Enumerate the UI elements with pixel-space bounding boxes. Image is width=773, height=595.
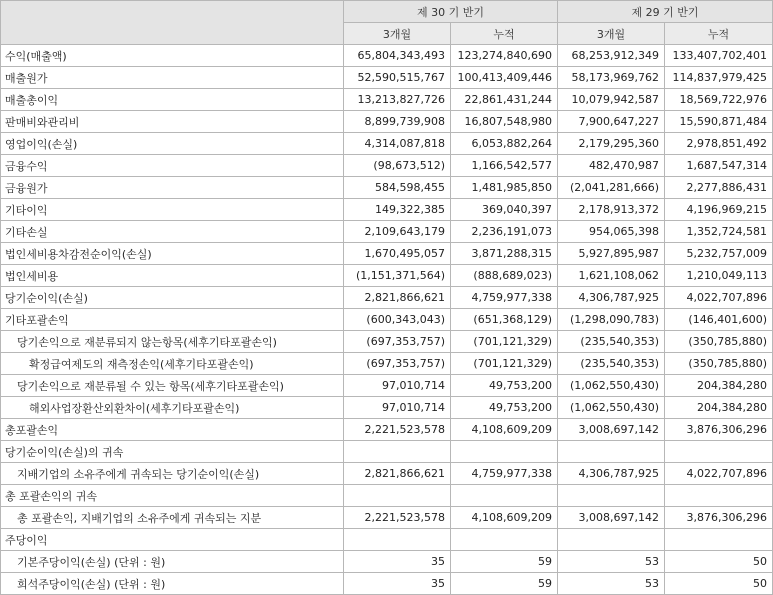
table-row <box>1 133 773 155</box>
header-current-3m: 3개월 <box>344 23 451 45</box>
current-3m-value: 4,314,087,818 <box>344 133 451 155</box>
table-row <box>1 529 773 551</box>
current-3m-value <box>344 529 451 551</box>
header-prior-cum: 누적 <box>665 23 773 45</box>
row-label: 기타이익 <box>1 199 344 221</box>
current-cum-value: 22,861,431,244 <box>451 89 558 111</box>
current-cum-value: 4,108,609,209 <box>451 419 558 441</box>
table-row <box>1 419 773 441</box>
prior-3m-value: 482,470,987 <box>558 155 665 177</box>
prior-cum-value: (350,785,880) <box>665 353 773 375</box>
current-3m-value: 584,598,455 <box>344 177 451 199</box>
prior-3m-value <box>558 441 665 463</box>
prior-cum-value: (146,401,600) <box>665 309 773 331</box>
table-row <box>1 551 773 573</box>
current-3m-value: 52,590,515,767 <box>344 67 451 89</box>
current-cum-value: (701,121,329) <box>451 331 558 353</box>
row-label: 희석주당이익(손실) (단위 : 원) <box>1 573 344 595</box>
header-label-blank <box>1 1 344 45</box>
table-row <box>1 463 773 485</box>
table-row <box>1 507 773 529</box>
current-3m-value: 2,221,523,578 <box>344 507 451 529</box>
prior-3m-value: (1,062,550,430) <box>558 375 665 397</box>
prior-3m-value: 1,621,108,062 <box>558 265 665 287</box>
prior-cum-value: 114,837,979,425 <box>665 67 773 89</box>
row-label: 영업이익(손실) <box>1 133 344 155</box>
current-3m-value: 149,322,385 <box>344 199 451 221</box>
current-3m-value: 2,109,643,179 <box>344 221 451 243</box>
prior-cum-value: 1,687,547,314 <box>665 155 773 177</box>
table-row <box>1 309 773 331</box>
row-label: 총포괄손익 <box>1 419 344 441</box>
row-label: 법인세비용차감전순이익(손실) <box>1 243 344 265</box>
current-3m-value: 2,221,523,578 <box>344 419 451 441</box>
prior-cum-value: 2,277,886,431 <box>665 177 773 199</box>
table-row <box>1 353 773 375</box>
prior-3m-value: 53 <box>558 551 665 573</box>
current-cum-value: (888,689,023) <box>451 265 558 287</box>
current-cum-value: 59 <box>451 573 558 595</box>
prior-cum-value <box>665 441 773 463</box>
current-cum-value: 123,274,840,690 <box>451 45 558 67</box>
table-row <box>1 221 773 243</box>
table-row <box>1 45 773 67</box>
current-cum-value: 59 <box>451 551 558 573</box>
table-row <box>1 331 773 353</box>
current-cum-value: 100,413,409,446 <box>451 67 558 89</box>
prior-3m-value <box>558 529 665 551</box>
row-label: 매출총이익 <box>1 89 344 111</box>
current-3m-value: 2,821,866,621 <box>344 287 451 309</box>
current-3m-value: 97,010,714 <box>344 375 451 397</box>
prior-cum-value: 3,876,306,296 <box>665 507 773 529</box>
table-body <box>1 45 773 595</box>
current-cum-value: 2,236,191,073 <box>451 221 558 243</box>
current-3m-value: 2,821,866,621 <box>344 463 451 485</box>
prior-cum-value: 1,352,724,581 <box>665 221 773 243</box>
prior-3m-value: 954,065,398 <box>558 221 665 243</box>
prior-3m-value: (2,041,281,666) <box>558 177 665 199</box>
header-prior-3m: 3개월 <box>558 23 665 45</box>
row-label: 수익(매출액) <box>1 45 344 67</box>
row-label: 법인세비용 <box>1 265 344 287</box>
prior-cum-value: 2,978,851,492 <box>665 133 773 155</box>
current-3m-value: (98,673,512) <box>344 155 451 177</box>
prior-3m-value: 7,900,647,227 <box>558 111 665 133</box>
current-3m-value: 65,804,343,493 <box>344 45 451 67</box>
table-row <box>1 111 773 133</box>
prior-3m-value: 53 <box>558 573 665 595</box>
current-3m-value: 8,899,739,908 <box>344 111 451 133</box>
row-label: 당기순이익(손실)의 귀속 <box>1 441 344 463</box>
prior-cum-value: 5,232,757,009 <box>665 243 773 265</box>
prior-3m-value: (235,540,353) <box>558 353 665 375</box>
prior-cum-value: 3,876,306,296 <box>665 419 773 441</box>
prior-3m-value <box>558 485 665 507</box>
row-label: 총 포괄손익, 지배기업의 소유주에게 귀속되는 지분 <box>1 507 344 529</box>
prior-3m-value: 5,927,895,987 <box>558 243 665 265</box>
current-cum-value <box>451 529 558 551</box>
current-cum-value: 4,108,609,209 <box>451 507 558 529</box>
current-3m-value: 13,213,827,726 <box>344 89 451 111</box>
current-3m-value: 1,670,495,057 <box>344 243 451 265</box>
prior-3m-value: (235,540,353) <box>558 331 665 353</box>
current-cum-value: 49,753,200 <box>451 375 558 397</box>
prior-cum-value: 50 <box>665 551 773 573</box>
table-row <box>1 89 773 111</box>
prior-cum-value <box>665 485 773 507</box>
prior-cum-value: 4,196,969,215 <box>665 199 773 221</box>
row-label: 당기손익으로 재분류되지 않는항목(세후기타포괄손익) <box>1 331 344 353</box>
row-label: 금융수익 <box>1 155 344 177</box>
table-row <box>1 397 773 419</box>
row-label: 지배기업의 소유주에게 귀속되는 당기순이익(손실) <box>1 463 344 485</box>
table-row <box>1 287 773 309</box>
prior-cum-value: 133,407,702,401 <box>665 45 773 67</box>
header-current-cum: 누적 <box>451 23 558 45</box>
header-period-prior: 제 29 기 반기 <box>558 1 773 23</box>
prior-cum-value: 204,384,280 <box>665 397 773 419</box>
prior-3m-value: 10,079,942,587 <box>558 89 665 111</box>
current-3m-value: (600,343,043) <box>344 309 451 331</box>
current-cum-value <box>451 441 558 463</box>
prior-cum-value: 4,022,707,896 <box>665 287 773 309</box>
row-label: 기타포괄손익 <box>1 309 344 331</box>
prior-cum-value: 4,022,707,896 <box>665 463 773 485</box>
header-period-current: 제 30 기 반기 <box>344 1 558 23</box>
table-row <box>1 199 773 221</box>
current-3m-value <box>344 485 451 507</box>
prior-3m-value: 2,179,295,360 <box>558 133 665 155</box>
prior-3m-value: 4,306,787,925 <box>558 287 665 309</box>
current-cum-value: 3,871,288,315 <box>451 243 558 265</box>
current-cum-value: 6,053,882,264 <box>451 133 558 155</box>
prior-cum-value: (350,785,880) <box>665 331 773 353</box>
table-row <box>1 177 773 199</box>
current-3m-value: 35 <box>344 551 451 573</box>
current-3m-value: 97,010,714 <box>344 397 451 419</box>
table-row <box>1 67 773 89</box>
prior-cum-value: 204,384,280 <box>665 375 773 397</box>
row-label: 주당이익 <box>1 529 344 551</box>
current-3m-value: (1,151,371,564) <box>344 265 451 287</box>
current-cum-value: 369,040,397 <box>451 199 558 221</box>
prior-3m-value: 4,306,787,925 <box>558 463 665 485</box>
row-label: 기본주당이익(손실) (단위 : 원) <box>1 551 344 573</box>
row-label: 해외사업장환산외환차이(세후기타포괄손익) <box>1 397 344 419</box>
prior-cum-value <box>665 529 773 551</box>
current-cum-value: 16,807,548,980 <box>451 111 558 133</box>
current-cum-value: 1,481,985,850 <box>451 177 558 199</box>
row-label: 당기손익으로 재분류될 수 있는 항목(세후기타포괄손익) <box>1 375 344 397</box>
current-3m-value <box>344 441 451 463</box>
current-3m-value: 35 <box>344 573 451 595</box>
prior-3m-value: 3,008,697,142 <box>558 419 665 441</box>
table-row <box>1 485 773 507</box>
row-label: 금융원가 <box>1 177 344 199</box>
current-cum-value: 1,166,542,577 <box>451 155 558 177</box>
row-label: 기타손실 <box>1 221 344 243</box>
table-row <box>1 573 773 595</box>
current-cum-value: (651,368,129) <box>451 309 558 331</box>
current-cum-value: (701,121,329) <box>451 353 558 375</box>
current-cum-value: 49,753,200 <box>451 397 558 419</box>
table-row <box>1 441 773 463</box>
prior-3m-value: 3,008,697,142 <box>558 507 665 529</box>
current-cum-value: 4,759,977,338 <box>451 463 558 485</box>
prior-3m-value: (1,298,090,783) <box>558 309 665 331</box>
prior-3m-value: (1,062,550,430) <box>558 397 665 419</box>
table-row <box>1 265 773 287</box>
row-label: 확정급여제도의 재측정손익(세후기타포괄손익) <box>1 353 344 375</box>
current-cum-value <box>451 485 558 507</box>
row-label: 판매비와관리비 <box>1 111 344 133</box>
table-row <box>1 243 773 265</box>
prior-3m-value: 68,253,912,349 <box>558 45 665 67</box>
prior-cum-value: 18,569,722,976 <box>665 89 773 111</box>
prior-3m-value: 58,173,969,762 <box>558 67 665 89</box>
current-3m-value: (697,353,757) <box>344 331 451 353</box>
table-row <box>1 155 773 177</box>
header-row-periods <box>1 1 773 23</box>
prior-cum-value: 1,210,049,113 <box>665 265 773 287</box>
current-cum-value: 4,759,977,338 <box>451 287 558 309</box>
current-3m-value: (697,353,757) <box>344 353 451 375</box>
prior-3m-value: 2,178,913,372 <box>558 199 665 221</box>
prior-cum-value: 15,590,871,484 <box>665 111 773 133</box>
row-label: 총 포괄손익의 귀속 <box>1 485 344 507</box>
row-label: 매출원가 <box>1 67 344 89</box>
table-row <box>1 375 773 397</box>
row-label: 당기순이익(손실) <box>1 287 344 309</box>
prior-cum-value: 50 <box>665 573 773 595</box>
